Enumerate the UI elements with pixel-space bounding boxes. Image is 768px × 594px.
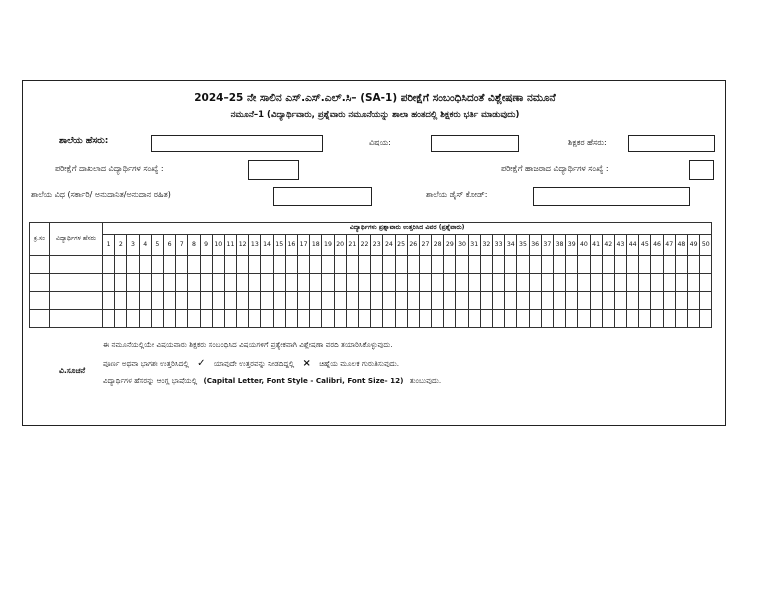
form-title: 2024–25 ನೇ ಸಾಲಿನ ಎಸ್.ಎಸ್.ಎಲ್.ಸಿ– (SA-1) ಪರೀಕ್ಷೆಗೆ ಸಂಬಂಧಿಸಿದಂತೆ ವಿಶ್ಲೇಷಣಾ ನಮೂನೆ	[194, 92, 556, 104]
answer-cell[interactable]	[566, 310, 578, 328]
check-mark-icon: ✓	[197, 358, 206, 369]
answer-cell[interactable]	[127, 292, 139, 310]
answer-cell[interactable]	[529, 310, 541, 328]
answer-cell[interactable]	[371, 310, 383, 328]
answer-cell[interactable]	[249, 256, 261, 274]
answer-cell[interactable]	[212, 256, 224, 274]
answer-cell[interactable]	[505, 292, 517, 310]
answer-cell[interactable]	[334, 274, 346, 292]
student-name-cell[interactable]	[50, 292, 103, 310]
answer-cell[interactable]	[261, 310, 273, 328]
answer-cell[interactable]	[237, 274, 249, 292]
enrolled-count-field[interactable]	[248, 160, 299, 180]
answer-cell[interactable]	[261, 292, 273, 310]
question-number-21: 21	[346, 235, 358, 256]
answer-cell[interactable]	[663, 274, 675, 292]
answer-cell[interactable]	[444, 310, 456, 328]
school-name-field[interactable]	[151, 135, 323, 152]
answer-cell[interactable]	[432, 310, 444, 328]
question-number-29: 29	[444, 235, 456, 256]
question-number-25: 25	[395, 235, 407, 256]
answer-cell[interactable]	[249, 310, 261, 328]
serial-cell[interactable]	[30, 256, 50, 274]
answer-cell[interactable]	[115, 292, 127, 310]
note-line-3-font-spec: (Capital Letter, Font Style - Calibri, Font Size- 12)	[203, 376, 404, 385]
dise-code-label: ಶಾಲೆಯ ಡೈಸ್ ಕೋಡ್:	[426, 190, 488, 199]
answer-cell[interactable]	[700, 310, 712, 328]
school-type-field[interactable]	[273, 187, 372, 206]
answer-cell[interactable]	[163, 310, 175, 328]
answer-cell[interactable]	[200, 310, 212, 328]
answer-cell[interactable]	[456, 310, 468, 328]
answer-cell[interactable]	[639, 256, 651, 274]
answer-cell[interactable]	[224, 274, 236, 292]
question-number-33: 33	[493, 235, 505, 256]
serial-cell[interactable]	[30, 292, 50, 310]
answer-cell[interactable]	[553, 310, 565, 328]
student-name-cell[interactable]	[50, 256, 103, 274]
question-number-20: 20	[334, 235, 346, 256]
answer-cell[interactable]	[261, 274, 273, 292]
answer-cell[interactable]	[541, 310, 553, 328]
answer-cell[interactable]	[358, 292, 370, 310]
answer-cell[interactable]	[395, 274, 407, 292]
answer-cell[interactable]	[249, 274, 261, 292]
answer-cell[interactable]	[371, 256, 383, 274]
answer-cell[interactable]	[310, 292, 322, 310]
answer-cell[interactable]	[444, 292, 456, 310]
answer-cell[interactable]	[212, 310, 224, 328]
answer-cell[interactable]	[188, 292, 200, 310]
answer-cell[interactable]	[212, 292, 224, 310]
answer-cell[interactable]	[675, 256, 687, 274]
answer-cell[interactable]	[103, 256, 115, 274]
answer-cell[interactable]	[432, 292, 444, 310]
answer-cell[interactable]	[675, 274, 687, 292]
answer-cell[interactable]	[163, 274, 175, 292]
answer-cell[interactable]	[176, 274, 188, 292]
answer-cell[interactable]	[310, 310, 322, 328]
answer-cell[interactable]	[517, 274, 529, 292]
answer-cell[interactable]	[127, 256, 139, 274]
answer-cell[interactable]	[663, 292, 675, 310]
question-number-4: 4	[139, 235, 151, 256]
answer-cell[interactable]	[517, 292, 529, 310]
answer-cell[interactable]	[578, 256, 590, 274]
answer-cell[interactable]	[432, 256, 444, 274]
answer-cell[interactable]	[627, 310, 639, 328]
answer-cell[interactable]	[163, 256, 175, 274]
answer-cell[interactable]	[358, 256, 370, 274]
question-number-48: 48	[675, 235, 687, 256]
answer-cell[interactable]	[590, 274, 602, 292]
answer-cell[interactable]	[614, 256, 626, 274]
answer-cell[interactable]	[456, 274, 468, 292]
teacher-name-label: ಶಿಕ್ಷಕರ ಹೆಸರು:	[568, 138, 607, 147]
question-number-31: 31	[468, 235, 480, 256]
answer-cell[interactable]	[188, 256, 200, 274]
question-number-38: 38	[553, 235, 565, 256]
answer-cell[interactable]	[346, 310, 358, 328]
answer-cell[interactable]	[419, 310, 431, 328]
answer-cell[interactable]	[663, 256, 675, 274]
answer-cell[interactable]	[261, 256, 273, 274]
answer-cell[interactable]	[505, 256, 517, 274]
answer-cell[interactable]	[468, 292, 480, 310]
answer-cell[interactable]	[334, 292, 346, 310]
question-number-24: 24	[383, 235, 395, 256]
answer-cell[interactable]	[419, 274, 431, 292]
answer-cell[interactable]	[139, 310, 151, 328]
question-wise-table	[29, 222, 712, 328]
answer-cell[interactable]	[139, 292, 151, 310]
answer-cell[interactable]	[590, 310, 602, 328]
answer-cell[interactable]	[322, 274, 334, 292]
answer-cell[interactable]	[639, 292, 651, 310]
answer-cell[interactable]	[541, 256, 553, 274]
answer-cell[interactable]	[627, 274, 639, 292]
question-number-50: 50	[700, 235, 712, 256]
answer-cell[interactable]	[480, 310, 492, 328]
answer-cell[interactable]	[468, 310, 480, 328]
answer-cell[interactable]	[553, 274, 565, 292]
answer-cell[interactable]	[346, 274, 358, 292]
question-number-15: 15	[273, 235, 285, 256]
school-name-label: ಶಾಲೆಯ ಹೆಸರು:	[59, 136, 109, 146]
answer-cell[interactable]	[151, 274, 163, 292]
question-number-8: 8	[188, 235, 200, 256]
answer-cell[interactable]	[688, 274, 700, 292]
answer-cell[interactable]	[456, 256, 468, 274]
answer-cell[interactable]	[310, 256, 322, 274]
question-number-2: 2	[115, 235, 127, 256]
answer-cell[interactable]	[578, 310, 590, 328]
answer-cell[interactable]	[334, 310, 346, 328]
answer-cell[interactable]	[176, 310, 188, 328]
answer-cell[interactable]	[358, 310, 370, 328]
answer-cell[interactable]	[346, 292, 358, 310]
answer-cell[interactable]	[285, 274, 297, 292]
note-line-2-part-b: ಯಾವುದೇ ಉತ್ತರವನ್ನು ನೀಡದಿದ್ದಲ್ಲಿ	[213, 359, 295, 368]
answer-cell[interactable]	[419, 256, 431, 274]
question-number-43: 43	[614, 235, 626, 256]
answer-cell[interactable]	[383, 256, 395, 274]
answer-cell[interactable]	[468, 274, 480, 292]
answer-cell[interactable]	[237, 310, 249, 328]
serial-cell[interactable]	[30, 274, 50, 292]
question-number-46: 46	[651, 235, 663, 256]
answer-cell[interactable]	[273, 310, 285, 328]
question-number-35: 35	[517, 235, 529, 256]
answer-cell[interactable]	[237, 292, 249, 310]
question-number-44: 44	[627, 235, 639, 256]
answer-cell[interactable]	[224, 292, 236, 310]
answer-cell[interactable]	[322, 292, 334, 310]
answer-cell[interactable]	[590, 292, 602, 310]
answer-cell[interactable]	[407, 256, 419, 274]
answer-cell[interactable]	[553, 292, 565, 310]
note-line-3	[103, 376, 441, 386]
question-number-41: 41	[590, 235, 602, 256]
question-number-26: 26	[407, 235, 419, 256]
question-number-23: 23	[371, 235, 383, 256]
student-name-cell[interactable]	[50, 274, 103, 292]
answer-cell[interactable]	[407, 292, 419, 310]
answer-cell[interactable]	[480, 292, 492, 310]
note-line-2-part-a: ಪೂರ್ಣ ಅಥವಾ ಭಾಗಶಃ ಉತ್ತರಿಸಿದಲ್ಲಿ	[103, 359, 189, 368]
answer-cell[interactable]	[517, 256, 529, 274]
question-number-34: 34	[505, 235, 517, 256]
answer-cell[interactable]	[493, 292, 505, 310]
question-number-47: 47	[663, 235, 675, 256]
answer-cell[interactable]	[395, 310, 407, 328]
analysis-form	[22, 80, 726, 426]
answer-cell[interactable]	[505, 310, 517, 328]
note-line-1: ಈ ನಮೂನೆಯಲ್ಲಿಯೇ ವಿಷಯವಾರು ಶಿಕ್ಷಕರು ಸಂಬಂಧಿಸಿದ ವಿಷಯಗಳಿಗೆ ಪ್ರತ್ಯೇಕವಾಗಿ ವಿಶ್ಲೇಷಣಾ ವರದಿ ತಯಾರಿಸಿಕೊಳ್ಳುವುದು.	[103, 340, 393, 349]
answer-cell[interactable]	[298, 310, 310, 328]
answer-cell[interactable]	[176, 256, 188, 274]
question-number-22: 22	[358, 235, 370, 256]
answer-cell[interactable]	[651, 274, 663, 292]
answer-cell[interactable]	[639, 310, 651, 328]
answer-cell[interactable]	[590, 256, 602, 274]
question-number-1: 1	[103, 235, 115, 256]
present-count-label: ಪರೀಕ್ಷೆಗೆ ಹಾಜರಾದ ವಿದ್ಯಾರ್ಥಿಗಳ ಸಂಖ್ಯೆ :	[501, 164, 609, 173]
answer-cell[interactable]	[176, 292, 188, 310]
question-number-19: 19	[322, 235, 334, 256]
table-row	[30, 274, 712, 292]
answer-cell[interactable]	[529, 274, 541, 292]
answer-cell[interactable]	[688, 310, 700, 328]
answer-cell[interactable]	[285, 310, 297, 328]
answer-cell[interactable]	[578, 292, 590, 310]
answer-cell[interactable]	[529, 256, 541, 274]
answer-cell[interactable]	[700, 274, 712, 292]
answer-cell[interactable]	[480, 256, 492, 274]
answer-cell[interactable]	[115, 274, 127, 292]
answer-cell[interactable]	[139, 274, 151, 292]
question-number-42: 42	[602, 235, 614, 256]
answer-cell[interactable]	[151, 256, 163, 274]
answer-cell[interactable]	[529, 292, 541, 310]
answer-cell[interactable]	[273, 292, 285, 310]
answer-cell[interactable]	[273, 274, 285, 292]
answer-cell[interactable]	[675, 310, 687, 328]
question-number-10: 10	[212, 235, 224, 256]
answer-cell[interactable]	[651, 256, 663, 274]
answer-cell[interactable]	[103, 292, 115, 310]
answer-cell[interactable]	[688, 292, 700, 310]
answer-cell[interactable]	[566, 292, 578, 310]
enrolled-count-label: ಪರೀಕ್ಷೆಗೆ ದಾಖಲಾದ ವಿದ್ಯಾರ್ಥಿಗಳ ಸಂಖ್ಯೆ :	[55, 164, 164, 173]
question-number-37: 37	[541, 235, 553, 256]
answer-cell[interactable]	[310, 274, 322, 292]
answer-cell[interactable]	[237, 256, 249, 274]
answer-cell[interactable]	[566, 274, 578, 292]
question-number-39: 39	[566, 235, 578, 256]
note-line-3-part-c: ತುಂಬುವುದು.	[409, 376, 442, 385]
answer-cell[interactable]	[675, 292, 687, 310]
answer-cell[interactable]	[371, 274, 383, 292]
question-number-7: 7	[176, 235, 188, 256]
question-number-13: 13	[249, 235, 261, 256]
question-number-17: 17	[298, 235, 310, 256]
answer-cell[interactable]	[383, 292, 395, 310]
answer-cell[interactable]	[663, 310, 675, 328]
answer-cell[interactable]	[285, 292, 297, 310]
question-number-40: 40	[578, 235, 590, 256]
answer-cell[interactable]	[456, 292, 468, 310]
cross-mark-icon: ×	[302, 358, 311, 369]
answer-cell[interactable]	[493, 310, 505, 328]
note-line-2	[103, 358, 399, 369]
answer-cell[interactable]	[688, 256, 700, 274]
note-line-3-part-a: ವಿದ್ಯಾರ್ಥಿಗಳ ಹೆಸರನ್ನು ಆಂಗ್ಲ ಭಾಷೆಯಲ್ಲಿ	[103, 376, 198, 385]
answer-cell[interactable]	[188, 274, 200, 292]
answer-cell[interactable]	[322, 256, 334, 274]
table-row	[30, 256, 712, 274]
answer-cell[interactable]	[383, 310, 395, 328]
answer-cell[interactable]	[163, 292, 175, 310]
answer-cell[interactable]	[419, 292, 431, 310]
question-number-9: 9	[200, 235, 212, 256]
answer-cell[interactable]	[627, 292, 639, 310]
answer-cell[interactable]	[127, 274, 139, 292]
answer-cell[interactable]	[395, 256, 407, 274]
answer-cell[interactable]	[493, 256, 505, 274]
answer-cell[interactable]	[346, 256, 358, 274]
answer-cell[interactable]	[395, 292, 407, 310]
answer-cell[interactable]	[468, 256, 480, 274]
answer-cell[interactable]	[407, 310, 419, 328]
answer-cell[interactable]	[383, 274, 395, 292]
table-row	[30, 310, 712, 328]
answer-cell[interactable]	[614, 292, 626, 310]
form-subtitle: ನಮೂನೆ–1 (ವಿದ್ಯಾರ್ಥಿವಾರು, ಪ್ರಶ್ನೆವಾರು ನಮೂನೆಯನ್ನು ಶಾಲಾ ಹಂತದಲ್ಲಿ ಶಿಕ್ಷಕರು ಭರ್ತಿ ಮಾಡುವುದು)	[230, 110, 520, 120]
question-number-36: 36	[529, 235, 541, 256]
answer-cell[interactable]	[358, 274, 370, 292]
answer-cell[interactable]	[602, 292, 614, 310]
student-name-cell[interactable]	[50, 310, 103, 328]
answer-cell[interactable]	[517, 310, 529, 328]
answer-cell[interactable]	[614, 310, 626, 328]
dise-code-field[interactable]	[533, 187, 690, 206]
answer-detail-header: ವಿದ್ಯಾರ್ಥಿಗಳು ಪ್ರಶ್ನಾವಾರು ಉತ್ತರಿಸಿದ ವಿವರ (ಪ್ರಶ್ನೆವಾರು)	[103, 223, 712, 235]
question-number-14: 14	[261, 235, 273, 256]
question-number-30: 30	[456, 235, 468, 256]
question-number-27: 27	[419, 235, 431, 256]
answer-cell[interactable]	[200, 256, 212, 274]
question-number-6: 6	[163, 235, 175, 256]
present-count-field[interactable]	[689, 160, 714, 180]
answer-cell[interactable]	[103, 310, 115, 328]
answer-cell[interactable]	[127, 310, 139, 328]
question-number-28: 28	[432, 235, 444, 256]
question-number-16: 16	[285, 235, 297, 256]
answer-cell[interactable]	[103, 274, 115, 292]
question-number-32: 32	[480, 235, 492, 256]
answer-cell[interactable]	[553, 256, 565, 274]
answer-cell[interactable]	[224, 256, 236, 274]
answer-cell[interactable]	[602, 274, 614, 292]
answer-cell[interactable]	[371, 292, 383, 310]
answer-cell[interactable]	[224, 310, 236, 328]
question-number-45: 45	[639, 235, 651, 256]
answer-cell[interactable]	[700, 256, 712, 274]
table-row	[30, 292, 712, 310]
answer-cell[interactable]	[480, 274, 492, 292]
answer-cell[interactable]	[151, 292, 163, 310]
question-number-12: 12	[237, 235, 249, 256]
answer-cell[interactable]	[285, 256, 297, 274]
answer-cell[interactable]	[200, 292, 212, 310]
answer-cell[interactable]	[541, 292, 553, 310]
answer-cell[interactable]	[651, 292, 663, 310]
answer-cell[interactable]	[493, 274, 505, 292]
answer-cell[interactable]	[200, 274, 212, 292]
answer-cell[interactable]	[407, 274, 419, 292]
answer-cell[interactable]	[602, 256, 614, 274]
serial-header: ಕ್ರ.ಸಂ	[30, 223, 50, 256]
question-number-18: 18	[310, 235, 322, 256]
answer-cell[interactable]	[627, 256, 639, 274]
answer-cell[interactable]	[334, 256, 346, 274]
question-number-5: 5	[151, 235, 163, 256]
answer-cell[interactable]	[602, 310, 614, 328]
answer-cell[interactable]	[298, 274, 310, 292]
answer-cell[interactable]	[444, 256, 456, 274]
subject-label: ವಿಷಯ:	[369, 138, 391, 147]
answer-cell[interactable]	[249, 292, 261, 310]
answer-cell[interactable]	[273, 256, 285, 274]
question-number-3: 3	[127, 235, 139, 256]
answer-cell[interactable]	[651, 310, 663, 328]
answer-cell[interactable]	[700, 292, 712, 310]
answer-cell[interactable]	[212, 274, 224, 292]
answer-cell[interactable]	[322, 310, 334, 328]
name-header: ವಿದ್ಯಾರ್ಥಿಗಳ ಹೆಸರು	[50, 223, 103, 256]
subject-field[interactable]	[431, 135, 519, 152]
answer-cell[interactable]	[298, 256, 310, 274]
answer-cell[interactable]	[115, 310, 127, 328]
answer-cell[interactable]	[139, 256, 151, 274]
question-number-11: 11	[224, 235, 236, 256]
answer-cell[interactable]	[188, 310, 200, 328]
serial-cell[interactable]	[30, 310, 50, 328]
answer-cell[interactable]	[639, 274, 651, 292]
answer-cell[interactable]	[444, 274, 456, 292]
school-type-label: ಶಾಲೆಯ ವಿಧ (ಸರ್ಕಾರಿ/ ಅನುದಾನಿತ/ಅನುದಾನ ರಹಿತ)	[31, 190, 171, 199]
note-line-2-part-c: ಚಿಹ್ನೆಯ ಮೂಲಕ ಗುರುತಿಸುವುದು.	[319, 359, 400, 368]
notes-label: ವಿ.ಸೂಚನೆ	[59, 366, 86, 375]
answer-cell[interactable]	[566, 256, 578, 274]
answer-cell[interactable]	[298, 292, 310, 310]
answer-cell[interactable]	[432, 274, 444, 292]
answer-cell[interactable]	[614, 274, 626, 292]
question-number-49: 49	[688, 235, 700, 256]
answer-cell[interactable]	[541, 274, 553, 292]
answer-cell[interactable]	[115, 256, 127, 274]
answer-cell[interactable]	[151, 310, 163, 328]
answer-cell[interactable]	[505, 274, 517, 292]
answer-cell[interactable]	[578, 274, 590, 292]
teacher-name-field[interactable]	[628, 135, 715, 152]
